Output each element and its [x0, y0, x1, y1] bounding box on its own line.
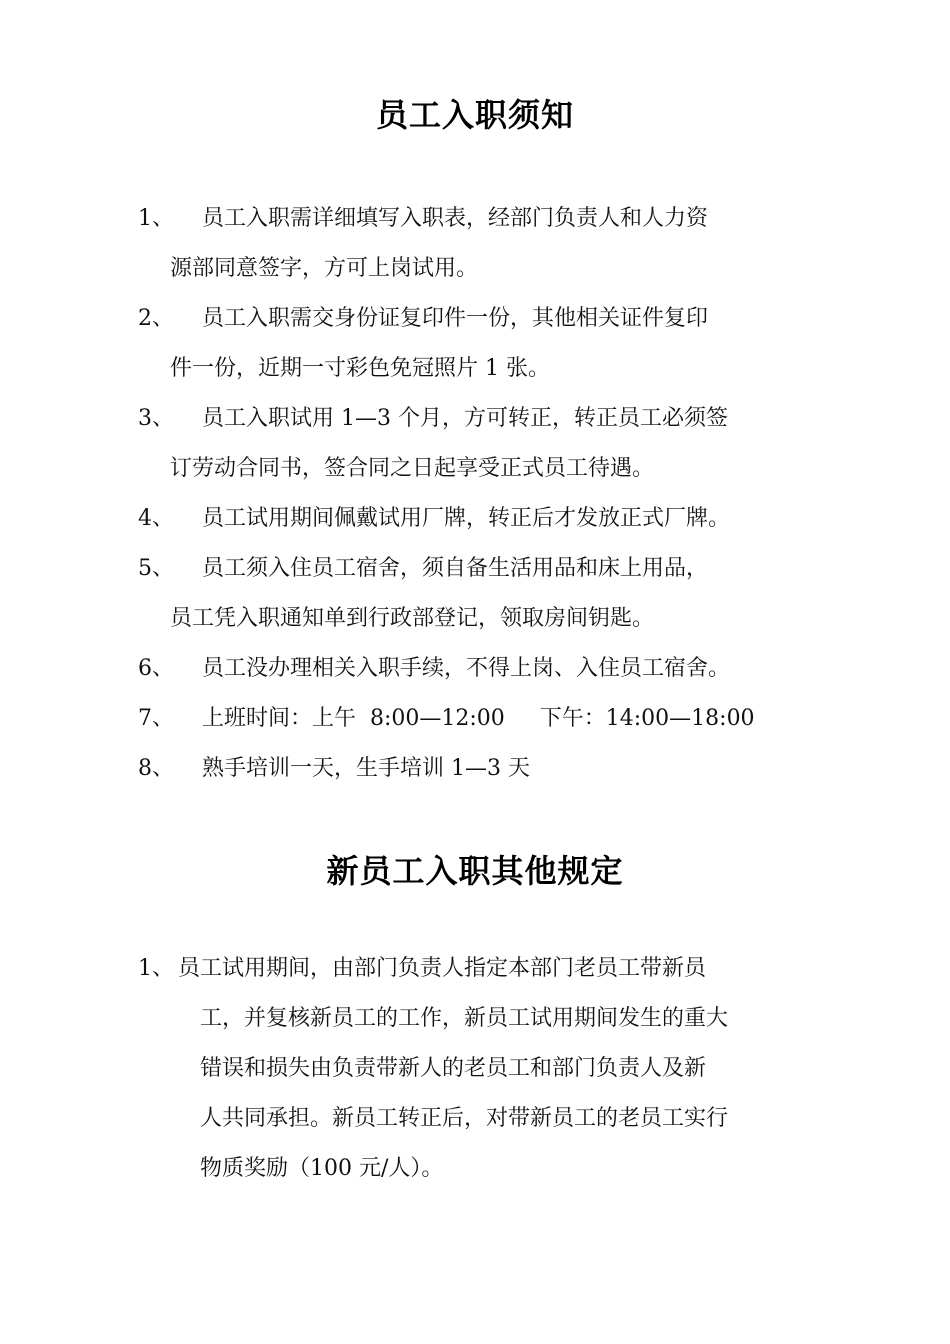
item-text: [138, 944, 828, 1194]
item-text: [138, 544, 818, 644]
item-number: 4、: [138, 506, 174, 531]
item-text: [138, 744, 818, 794]
item-line: 员工没办理相关入职手续，不得上岗、入住员工宿舍。: [202, 656, 731, 681]
item-number: 1、: [138, 206, 174, 231]
item-number: 7、: [138, 706, 174, 731]
item-line: 人共同承担。新员工转正后，对带新员工的老员工实行: [200, 1106, 729, 1131]
list-item: [138, 494, 818, 544]
list-item: [138, 944, 828, 1194]
item-text: [138, 494, 818, 544]
list-item: [138, 644, 818, 694]
other-rules-list: [138, 944, 828, 1194]
item-line: 员工入职试用 1—3 个月，方可转正，转正员工必须签: [202, 406, 728, 431]
list-item: [138, 294, 818, 394]
item-line: 员工入职需交身份证复印件一份，其他相关证件复印: [202, 306, 709, 331]
list-item: [138, 394, 818, 494]
item-line: 错误和损失由负责带新人的老员工和部门负责人及新: [200, 1056, 707, 1081]
item-number: 3、: [138, 406, 174, 431]
item-text: [138, 694, 818, 744]
list-item: [138, 694, 818, 744]
list-item: [138, 194, 818, 294]
item-line: 订劳动合同书，签合同之日起享受正式员工待遇。: [170, 456, 655, 481]
item-line: 员工试用期间，由部门负责人指定本部门老员工带新员: [178, 956, 707, 981]
item-number: 5、: [138, 556, 174, 581]
section-title-other-rules: 新员工入职其他规定: [326, 852, 624, 890]
item-line: 物质奖励（100 元/人）。: [200, 1156, 444, 1181]
item-text: [138, 294, 818, 394]
item-line: 熟手培训一天，生手培训 1—3 天: [202, 756, 530, 781]
item-number: 1、: [138, 956, 174, 981]
list-item: [138, 744, 818, 794]
section-title-onboarding-notice: 员工入职须知: [375, 96, 574, 134]
list-item: [138, 544, 818, 644]
item-text: [138, 194, 818, 294]
item-text: [138, 394, 818, 494]
item-text: [138, 644, 818, 694]
item-line: 工，并复核新员工的工作，新员工试用期间发生的重大: [200, 1006, 729, 1031]
item-line: 员工入职需详细填写入职表，经部门负责人和人力资: [202, 206, 709, 231]
item-number: 6、: [138, 656, 174, 681]
item-number: 2、: [138, 306, 174, 331]
item-line: 员工试用期间佩戴试用厂牌，转正后才发放正式厂牌。: [202, 506, 731, 531]
item-line: 员工须入住员工宿舍，须自备生活用品和床上用品，: [202, 556, 709, 581]
item-line: 件一份，近期一寸彩色免冠照片 1 张。: [170, 356, 550, 381]
item-line: 源部同意签字，方可上岗试用。: [170, 256, 479, 281]
item-line: 上班时间：上午 8:00—12:00 下午：14:00—18:00: [202, 706, 755, 731]
item-line: 员工凭入职通知单到行政部登记，领取房间钥匙。: [170, 606, 655, 631]
onboarding-notice-list: [138, 194, 818, 794]
item-number: 8、: [138, 756, 174, 781]
